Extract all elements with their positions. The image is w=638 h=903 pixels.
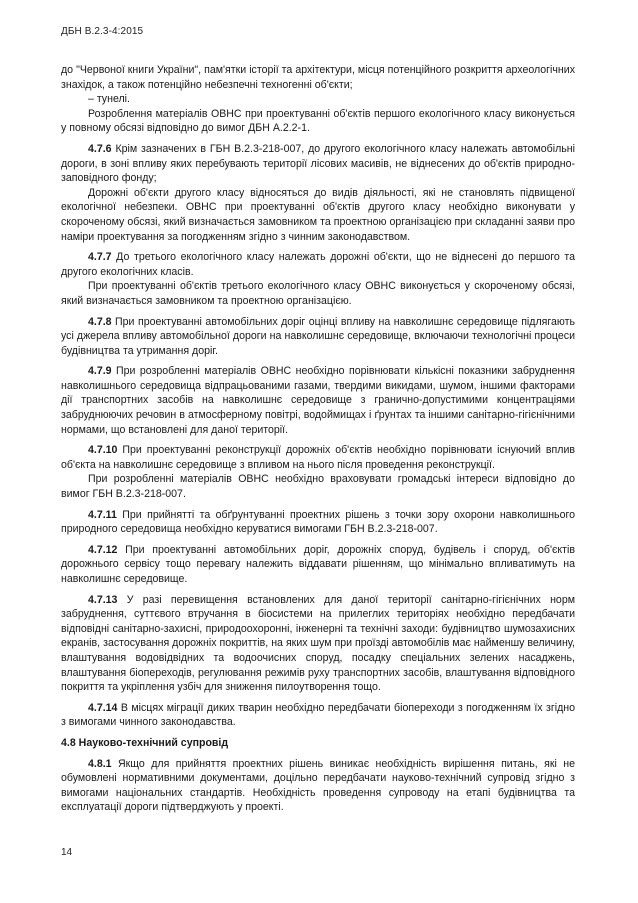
- section-heading: 4.8 Науково-технічний супровід: [61, 736, 229, 749]
- clause-4-7-8: [61, 315, 575, 359]
- clause-4-7-9: [61, 364, 575, 437]
- clause-number: 4.8.1: [88, 757, 112, 770]
- clause-text: У разі перевищення встановлених для даної території санітарно-гігієнічних норм забруднення, суттєвого втручання в біосистеми на прилеглих територіях необхідно передбачати відповідні санітарно-захисні, природоохоронні, інженерні та технічні заходи: будівництво шумозахисних екранів, застосування дорожніх покриттів, на яких шум при проїзді автомобілів має найменшу величину, влаштування водовідвідних та водоочисних споруд, посадку спеціальних зелених насаджень, влаштування біопереходів, регулювання режимів руху транспортних засобів, влаштування відповідного покриття та укріплення узбіч для зниження пилоутворення тощо.: [61, 593, 575, 694]
- clause-4-7-11: [61, 508, 575, 537]
- clause-text: При проектуванні автомобільних доріг, дорожніх споруд, будівель і споруд, об'єктів дорожнього сервісу тощо перевагу належить віддавати рішенням, що мінімально впливатимуть на навколишнє середовище.: [61, 543, 575, 585]
- clause-number: 4.7.8: [88, 315, 112, 328]
- clause-4-7-14: [61, 701, 575, 730]
- clause-number: 4.7.14: [88, 701, 118, 714]
- clause-text: Крім зазначених в ГБН В.2.3-218-007, до другого екологічного класу належать автомобільні дороги, в зоні впливу яких перебувають території лісових масивів, не віднесених до об'єктів природно-заповідного фонду;: [61, 142, 575, 185]
- paragraph: до "Червоної книги України", пам'ятки історії та архітектури, місця потенційного розкриття археологічних знахідок, а також потенційно небезпечні техногенні об'єкти;: [61, 64, 575, 91]
- clause-4-7-10: [61, 443, 575, 472]
- clause-number: 4.7.13: [88, 593, 118, 606]
- clause-text: При розробленні матеріалів ОВНС необхідно порівнювати кількісні показники забруднення навколишнього середовища відпрацьованими газами, твердими викидами, шумом, іншими факторами дії транспортних засобів на навколишнє середовище з гранично-допустимими концентраціями забруднюючих речовин в атмосферному повітрі, водоймищах і ґрунтах та іншими санітарно-гігієнічними нормами, що встановлені для даної території.: [61, 365, 575, 436]
- clause-number: 4.7.6: [88, 142, 112, 155]
- clause-4-7-13: [61, 593, 575, 695]
- clause-number: 4.7.7: [88, 251, 112, 264]
- paragraph: При розробленні матеріалів ОВНС необхідно враховувати громадські інтереси відповідно до вимог ГБН В.2.3-218-007.: [61, 473, 575, 501]
- clause-text: Якщо для прийняття проектних рішень виникає необхідність вирішення питань, які не обумовлені нормативними документами, доцільно передбачати науково-технічний супровід згідно з вимогами національних стандартів. Необхідність проведення супроводу на етапі будівництва та експлуатації дороги підтверджують у проекті.: [61, 757, 575, 814]
- clause-4-8-1: [61, 757, 575, 815]
- page-body: [61, 63, 575, 815]
- clause-text: При проектуванні реконструкції дорожніх об'єктів необхідно порівнювати існуючий вплив об'єкта на навколишнє середовище з впливом на нього після проведення реконструкції.: [61, 444, 575, 471]
- clause-4-7-12: [61, 543, 575, 587]
- clause-text: При проектуванні автомобільних доріг оцінці впливу на навколишнє середовище підлягають усі джерела впливу автомобільної дороги на навколишнє середовище, включаючи технологічні процеси будівництва та утримання доріг.: [61, 315, 575, 357]
- clause-4-7-7: [61, 250, 575, 279]
- clause-4-7-6: [61, 142, 575, 186]
- paragraph: – тунелі.: [88, 93, 130, 106]
- page-number: 14: [61, 847, 73, 858]
- paragraph: Розроблення матеріалів ОВНС при проектуванні об'єктів першого екологічного класу виконується у повному обсязі відповідно до вимог ДБН А.2.2-1.: [61, 107, 575, 135]
- paragraph: При проектуванні об'єктів третього екологічного класу ОВНС виконується у скороченому обсязі, який визначається замовником та проектною організацією.: [61, 280, 575, 307]
- clause-number: 4.7.11: [88, 508, 117, 521]
- clause-number: 4.7.12: [88, 543, 118, 556]
- clause-number: 4.7.10: [88, 444, 118, 457]
- clause-text: В місцях міграції диких тварин необхідно передбачати біопереходи з погодженням їх згідно з вимогами чинного законодавства.: [61, 701, 575, 729]
- clause-text: До третього екологічного класу належать дорожні об'єкти, що не віднесені до першого та другого екологічних класів.: [61, 251, 575, 278]
- clause-number: 4.7.9: [88, 365, 112, 378]
- paragraph: Дорожні об'єкти другого класу відносяться до видів діяльності, які не становлять підвищеної екологічної небезпеки. ОВНС при проектуванні об'єктів другого класу необхідно виконувати у скороченому обсязі, який визначається замовником та проектною організацією при складанні заяви про наміри проектування за погодженням згідно з чинним законодавством.: [61, 186, 575, 243]
- document-header: ДБН В.2.3-4:2015: [61, 26, 144, 37]
- clause-text: При прийнятті та обґрунтуванні проектних рішень з точки зору охорони навколишнього природного середовища необхідно керуватися вимогами ГБН В.2.3-218-007.: [61, 508, 575, 536]
